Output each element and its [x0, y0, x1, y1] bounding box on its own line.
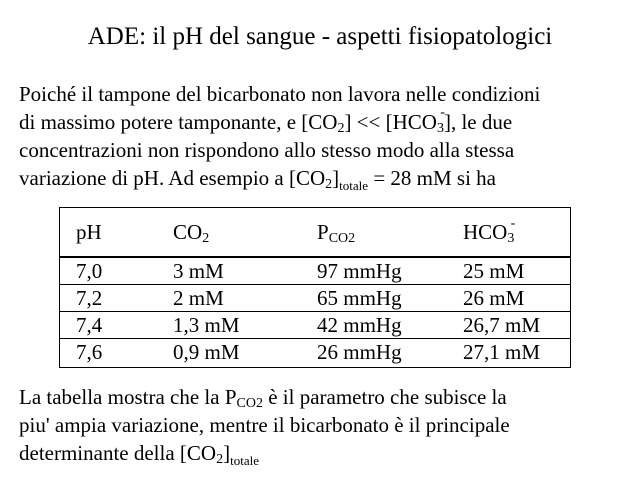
- intro-line-3: concentrazioni non rispondono allo stesso modo alla stessa: [19, 138, 515, 162]
- cell-hco3: 26 mM: [463, 286, 525, 310]
- table-row: [60, 285, 570, 312]
- cell-pco2: 42 mmHg: [317, 313, 402, 337]
- cell-pco2: 97 mmHg: [317, 259, 402, 283]
- intro-paragraph: [19, 80, 629, 192]
- cell-co2: 0,9 mM: [173, 340, 240, 364]
- slide-title: ADE: il pH del sangue - aspetti fisiopatologici: [87, 23, 553, 50]
- intro-line-2: di massimo potere tamponante, e $[CO_2] << [HCO_3$ - ], le due: [19, 105, 513, 136]
- table-header-row: [60, 208, 570, 258]
- header-ph: pH: [76, 220, 102, 244]
- cell-pco2: 26 mmHg: [317, 340, 402, 364]
- cell-hco3: 25 mM: [463, 259, 525, 283]
- cell-hco3: 27,1 mM: [463, 340, 541, 364]
- ph-data-table: [59, 207, 571, 368]
- intro-line-1: Poiché il tampone del bicarbonato non lavora nelle condizioni: [19, 82, 541, 106]
- header-hco3: $HCO_3$ -: [463, 216, 516, 246]
- cell-ph: 7,6: [76, 340, 103, 364]
- conclusion-line-2: piu' ampia variazione, mentre il bicarbonato è il principale: [19, 413, 510, 437]
- conclusion-line-3: determinante della $[CO_2]_{totale}$: [19, 441, 259, 468]
- cell-hco3: 26,7 mM: [463, 313, 541, 337]
- table-row: [60, 339, 570, 366]
- cell-ph: 7,2: [76, 286, 103, 310]
- cell-co2: 2 mM: [173, 286, 224, 310]
- intro-line-4: variazione di pH. Ad esempio a $[CO_2]_{totale} = 28$ mM si ha: [19, 166, 496, 193]
- cell-pco2: 65 mmHg: [317, 286, 402, 310]
- header-co2: $CO_2$: [173, 220, 210, 246]
- conclusion-line-1: La tabella mostra che la $P_{CO2}$ è il parametro che subisce la: [19, 385, 507, 411]
- cell-co2: 1,3 mM: [173, 313, 240, 337]
- conclusion-paragraph: [19, 383, 629, 467]
- header-pco2: $P_{CO2}$: [317, 220, 356, 246]
- cell-ph: 7,0: [76, 259, 103, 283]
- table-row: [60, 258, 570, 285]
- table-row: [60, 312, 570, 339]
- cell-ph: 7,4: [76, 313, 103, 337]
- cell-co2: 3 mM: [173, 259, 224, 283]
